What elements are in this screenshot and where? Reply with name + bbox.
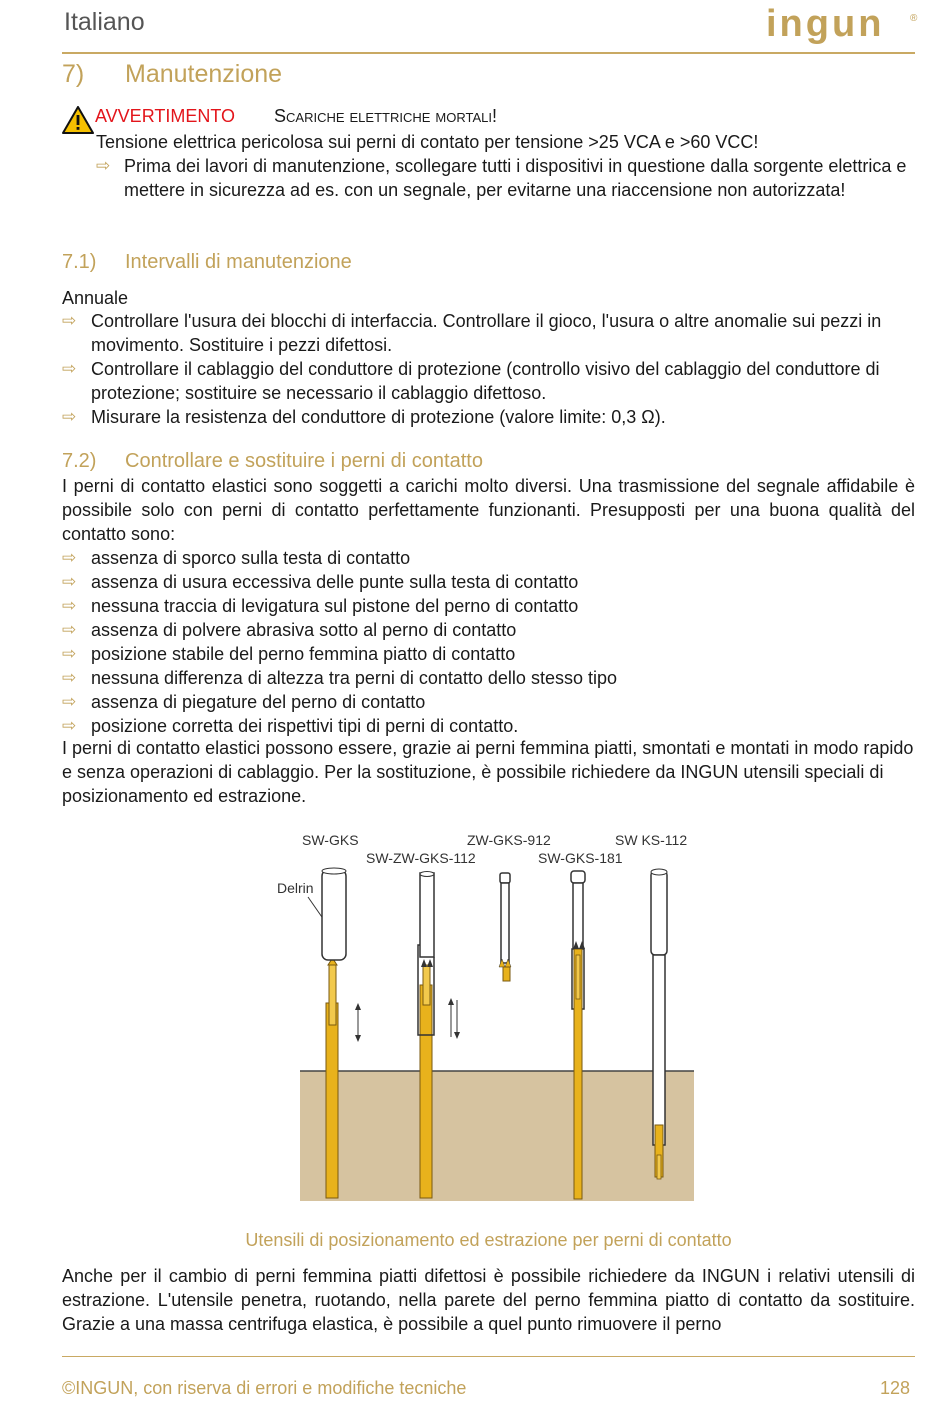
warning-keyword: AVVERTIMENTO bbox=[95, 106, 236, 126]
list-item: ⇨ nessuna differenza di altezza tra perni di contatto dello stesso tipo bbox=[62, 668, 617, 688]
delrin-sleeve bbox=[322, 870, 346, 960]
figure-caption: Utensili di posizionamento ed estrazione per perni di contatto bbox=[245, 1230, 732, 1250]
ingun-logo bbox=[764, 6, 919, 53]
warning-block bbox=[62, 104, 922, 202]
arrow-icon: ⇨ bbox=[62, 548, 77, 567]
logo-registered-mark: ® bbox=[910, 13, 918, 24]
page-number: 128 bbox=[880, 1378, 911, 1398]
maintenance-list bbox=[62, 309, 912, 429]
section-title: 7) Manutenzione bbox=[62, 60, 283, 88]
tool-handle bbox=[420, 873, 434, 957]
warning-triangle-icon bbox=[62, 106, 94, 134]
closing-paragraph: Anche per il cambio di perni femmina piatti difettosi è possibile richiedere da INGUN i relativi utensili di estrazione. L'utensile penetra, ruotando, nella parete del perno femmina piatto di contatto da sostituire. Grazie a una massa centrifuga elastica, è possibile a quel punto rimuovere il perno bbox=[62, 1266, 915, 1334]
label-sw-zw-gks-112: SW-ZW-GKS-112 bbox=[366, 850, 476, 866]
list-item: ⇨ assenza di polvere abrasiva sotto al perno di contatto bbox=[62, 620, 517, 640]
subsection-7-1-title: 7.1) Intervalli di manutenzione bbox=[62, 251, 352, 273]
list-item: ⇨ assenza di usura eccessiva delle punte sulla testa di contatto bbox=[62, 572, 579, 592]
list-item: ⇨ posizione stabile del perno femmina piatto di contatto bbox=[62, 644, 516, 664]
pin-socket bbox=[420, 985, 432, 1198]
label-sw-gks-181: SW-GKS-181 bbox=[538, 850, 623, 866]
arrow-icon: ⇨ bbox=[62, 716, 77, 735]
label-sw-ks-112: SW KS-112 bbox=[615, 832, 688, 848]
subsection-7-2-title: 7.2) Controllare e sostituire i perni di contatto bbox=[62, 450, 483, 472]
pin-socket bbox=[326, 1003, 338, 1198]
warning-subject: Scariche elettriche mortali! bbox=[274, 106, 498, 126]
arrow-icon: ⇨ bbox=[62, 311, 77, 330]
tools-figure bbox=[260, 825, 710, 1210]
tool-handle bbox=[651, 871, 667, 955]
arrow-icon: ⇨ bbox=[62, 596, 77, 615]
list-item: ⇨ posizione corretta dei rispettivi tipi di perni di contatto. bbox=[62, 716, 519, 736]
list-item: ⇨ Controllare il cablaggio del conduttore di protezione (controllo visivo del cablaggio del conduttore di protezione; sostituire se necessario il cablaggio difettoso. bbox=[62, 359, 880, 403]
header-rule bbox=[62, 52, 915, 54]
tool-sw-ks-112 bbox=[651, 869, 667, 1179]
warning-voltage-text: Tensione elettrica pericolosa sui perni di contato per tensione >25 VCA e >60 VCC! bbox=[96, 132, 759, 152]
tool-shaft bbox=[501, 883, 509, 963]
tool-zw-gks-912 bbox=[499, 873, 511, 981]
label-sw-gks: SW-GKS bbox=[302, 832, 359, 848]
list-item: ⇨ assenza di piegature del perno di contatto bbox=[62, 692, 426, 712]
logo-text: ingun bbox=[766, 6, 885, 45]
contact-quality-list bbox=[62, 546, 915, 738]
label-delrin: Delrin bbox=[277, 880, 314, 896]
label-zw-gks-912: ZW-GKS-912 bbox=[467, 832, 551, 848]
ground-plate bbox=[300, 1071, 694, 1201]
list-item: ⇨ assenza di sporco sulla testa di contatto bbox=[62, 548, 411, 568]
footer-copyright: ©INGUN, con riserva di errori e modifiche tecniche bbox=[62, 1378, 467, 1398]
arrow-icon: ⇨ bbox=[62, 668, 77, 687]
arrow-icon: ⇨ bbox=[62, 359, 77, 378]
arrow-icon: ⇨ bbox=[62, 407, 77, 426]
arrow-icon: ⇨ bbox=[62, 620, 77, 639]
footer-rule bbox=[62, 1356, 915, 1357]
warning-action: ⇨ Prima dei lavori di manutenzione, scollegare tutti i dispositivi in questione dalla sorgente elettrica e mettere in sicurezza ad es. con un segnale, per evitarne una riaccensione non autorizzata! bbox=[96, 156, 907, 200]
list-item: ⇨ Misurare la resistenza del conduttore di protezione (valore limite: 0,3 Ω). bbox=[62, 407, 666, 427]
tool-shaft bbox=[573, 883, 583, 949]
subsection-7-2-intro: I perni di contatto elastici sono soggetti a carichi molto diversi. Una trasmissione del segnale affidabile è possibile solo con perni di contatto perfettamente funzionanti. Presupposti per una buona qualità del contatto sono: bbox=[62, 476, 915, 544]
arrow-icon: ⇨ bbox=[62, 644, 77, 663]
arrow-icon: ⇨ bbox=[96, 156, 111, 175]
list-item: ⇨ Controllare l'usura dei blocchi di interfaccia. Controllare il gioco, l'usura o altre anomalie sui pezzi in movimento. Sostituire i pezzi difettosi. bbox=[62, 311, 882, 355]
list-item: ⇨ nessuna traccia di levigatura sul pistone del perno di contatto bbox=[62, 596, 579, 616]
header-language: Italiano bbox=[64, 8, 145, 36]
subsection-7-2-outro: I perni di contatto elastici possono essere, grazie ai perni femmina piatti, smontati e montati in modo rapido e senza operazioni di cablaggio. Per la sostituzione, è possibile richiedere da INGUN utensili speciali di posizionamento ed estrazione. bbox=[62, 738, 914, 806]
arrow-icon: ⇨ bbox=[62, 692, 77, 711]
pin-plunger bbox=[329, 965, 336, 1025]
subsection-7-1-subtitle: Annuale bbox=[62, 288, 129, 308]
arrow-icon: ⇨ bbox=[62, 572, 77, 591]
